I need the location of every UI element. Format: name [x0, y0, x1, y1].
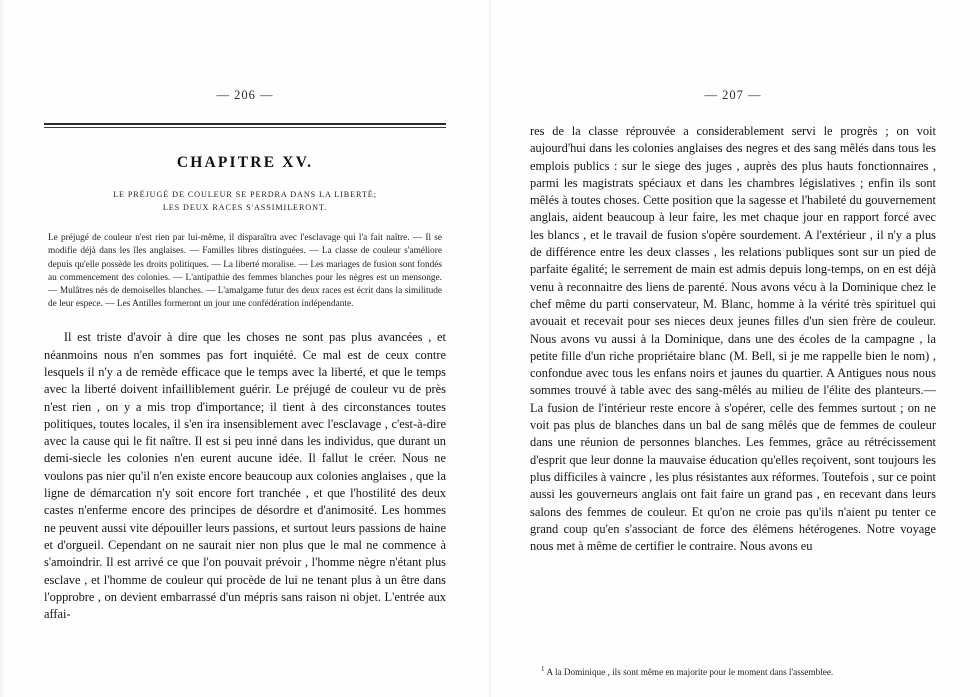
left-page-body [44, 329, 446, 623]
chapter-rule-group [44, 123, 446, 128]
rule-thin [44, 127, 446, 128]
left-body-paragraph: Il est triste d'avoir à dire que les choses ne sont pas plus avancées , et néanmoins nous n'en sommes pas fort inquiété. Ce mal est de ceux contre lesquels il n'y a de remède efficace que le temps avec la liberté, et que le temps avec la liberté doivent infailliblement guérir. Le préjugé de couleur vu de près n'est rien , on y a mis trop d'importance; il tient à des circonstances toutes politiques, toutes locales, il s'en ira insensiblement avec l'esclavage , c'est-à-dire avec la cause qui le fit naître. Il est si peu inné dans les individus, que durant un demi-siecle les colonies n'en eurent aucune idée. Il fallut le créer. Nous ne voulons pas nier qu'il n'en existe encore beaucoup aux colonies anglaises , que la ligne de démarcation n'y soit encore fort tranchée , et que l'hostilité des deux castes n'enferme encore des principes de désordre et d'animosité. Les hommes ne peuvent aussi vite dépouiller leurs passions, et surtout leurs passions de haine et d'orgueil. Cependant on ne saurait nier non plus que le mal ne commence à s'amoindrir. Il est arrivé ce que l'on pouvait prévoir , l'homme nègre n'étant plus esclave , et l'homme de couleur qui procède de lui ne tenant plus à un être dans l'opprobre , on devient embarrassé d'un mépris sans raison ni objet. L'entrée aux affai- [44, 330, 446, 622]
footnote-area [530, 664, 936, 679]
chapter-subtitle-line-2: LES DEUX RACES S'ASSIMILERONT. [162, 203, 328, 213]
left-page-folio: — 206 — [216, 88, 274, 102]
right-page [490, 0, 980, 697]
footnote-body: A la Dominique , ils sont même en majorite pour le moment dans l'assemblee. [546, 666, 834, 677]
rule-thick [44, 123, 446, 125]
chapter-title: CHAPITRE XV. [176, 154, 314, 171]
chapter-summary: Le préjugé de couleur n'est rien par lui-même, il disparaîtra avec l'esclavage qui l'a fait naître. — Il se modifie déjà dans les îles anglaises. — Familles libres distinguées. — La classe de couleur s'améliore depuis qu'elle possède les droits politiques. — La liberté moralise. — Les mariages de fusion sont fondés au commencement des colonies. — L'antipathie des femmes blanches pour les nègres est un mensonge. — Mulâtres nés de demoiselles blanches. — L'amalgame futur des deux races est écrit dans la similitude de leur espece. — Les Antilles formeront un jour une confédération indépendante. [48, 233, 442, 310]
chapter-subtitle-line-1: LE PRÉJUGÉ DE COULEUR SE PERDRA DANS LA LIBERTÉ; [113, 190, 377, 199]
footnote-marker: 1 [541, 664, 545, 673]
footnote-text [530, 664, 936, 679]
right-page-folio: — 207 — [704, 88, 762, 102]
right-page-body [530, 123, 936, 555]
chapter-subtitle [56, 188, 434, 214]
right-body-paragraph: res de la classe réprouvée a considerablement servi le progrès ; on voit aujourd'hui dans les colonies anglaises des negres et des sang mêlés dans tous les emplois publics : sur le siege des juges , auprès des plus hauts fonctionnaires , parmi les magistrats spéciaux et dans les chambres législatives ; enfin ils sont mêlés à toutes choses. Cette position que la sagesse et l'habileté du gouvernement anglais, aident beaucoup à leur faire, les met chaque jour en rapport forcé avec les blancs , et le travail de fusion s'opère sourdement. A l'extérieur , il n'y a plus de différence entre les deux classes , les relations publiques sont sur un pied de parfaite égalité; le serrement de main est admis depuis long-temps, on en est déjà venu à reconnaitre des liens de parenté. Nous avons vécu à la Dominique chez le chef même du parti conservateur, M. Blanc, homme à la vérité très spirituel qui avouait et recevait pour ses nieces deux jeunes filles d'un sien frère de couleur. Nous avons vu aussi à la Dominique, dans une des écoles de la campagne , la petite fille d'un riche propriétaire blanc (M. Bell, si je me rappelle bien le nom) , confondue avec tous les enfans noirs et jaunes du quartier. A Antigues nous nous sommes trouvé à table avec des sang-mêlés au milieu de l'élite des planteurs.—La fusion de l'intérieur reste encore à s'opérer, celle des femmes surtout ; on ne voit pas plus de blanches dans un bal de sang mêlés que de femmes de couleur dans une réunion de personnes blanches. Les femmes, grâce au rétrécissement d'esprit que leur donne la mauvaise éducation qu'elles reçoivent, sont toujours les plus difficiles à vaincre , les plus résistantes aux réformes. Toutefois , sur ce point aussi les gouverneurs anglais ont fait faire un grand pas , en recevant dans leurs salons des femmes de couleur. Et qu'on ne croie pas qu'ils n'aient pu tenter ce grand coup qu'en s'associant de force des élémens hétérogenes. Notre voyage nous met à même de certifier le contraire. Nous avons eu [530, 124, 936, 554]
